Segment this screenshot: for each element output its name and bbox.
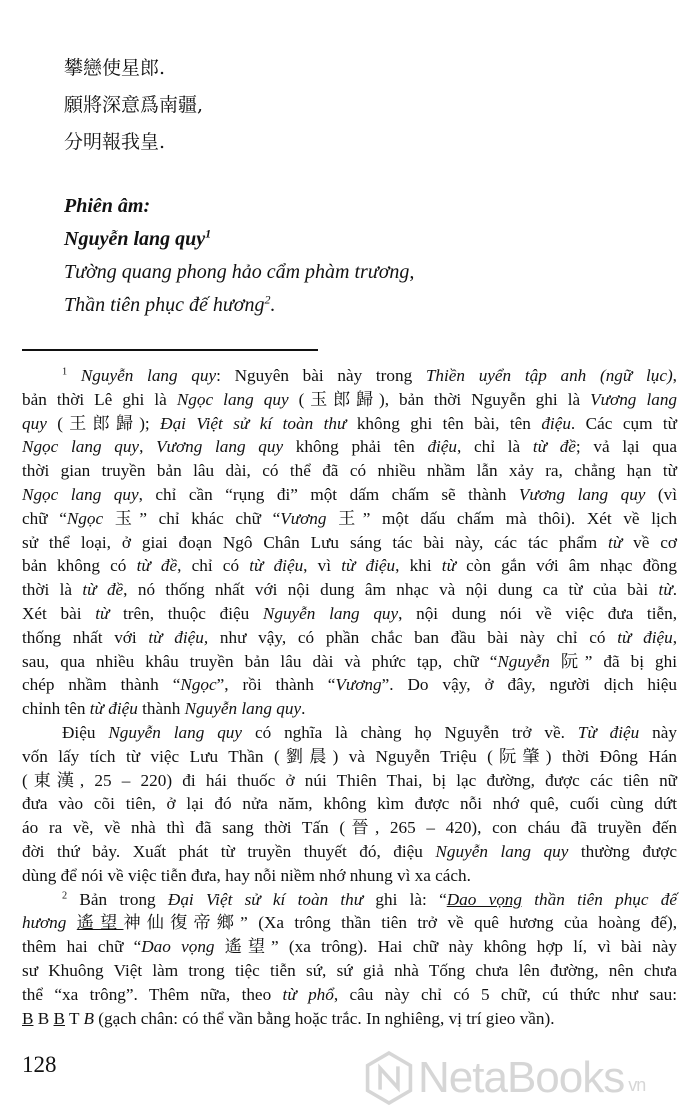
text-segment: Nguyễn lang quy — [108, 722, 243, 742]
watermark — [364, 1046, 645, 1110]
text-segment: , — [672, 627, 678, 647]
footnote-line — [22, 531, 677, 555]
text-segment: , nội dung nói về việc đưa tiễn, — [398, 603, 677, 623]
text-segment: hương — [22, 913, 67, 933]
text-segment: ghi là: “ — [363, 889, 447, 909]
text-segment: đời thứ bảy. Xuất phát từ truyền thuyết đó, điệu — [22, 841, 436, 861]
footnote-line — [22, 769, 677, 793]
text-segment: T — [65, 1008, 84, 1028]
text-segment: sử thể loại, ở giai đoạn Ngô Chân Lưu sáng tác bài này, các tác phẩm — [22, 532, 609, 552]
text-segment — [66, 913, 76, 932]
text-segment: vốn lấy tích từ việc Lưu Thần (劉晨) và Nguyễn Triệu (阮肇) thời Đông Hán — [22, 746, 677, 766]
text-segment: B — [83, 1008, 94, 1028]
footnote-line — [22, 435, 677, 459]
text-segment: : Nguyên bài này trong — [216, 366, 426, 385]
text-segment: từ đề — [82, 580, 124, 600]
footnote-line — [22, 364, 677, 388]
footnote-line — [22, 602, 677, 626]
text-segment: điệu — [427, 437, 458, 457]
text-segment: , câu này chỉ có 5 chữ, cú thức như sau: — [333, 984, 677, 1004]
transliteration — [64, 190, 414, 322]
text-segment: Điệu — [62, 722, 109, 742]
text-segment: Nguyễn lang quy — [67, 366, 217, 385]
text-segment: Đại Việt sử kí toàn thư — [160, 413, 347, 433]
footnote-line — [22, 911, 677, 935]
text-segment: Ngọc — [180, 675, 217, 695]
text-segment: , vì — [303, 556, 342, 576]
text-segment: từ điệu — [89, 699, 138, 719]
text-segment: Nguyễn — [497, 651, 550, 671]
text-segment: (gạch chân: có thể vần bằng hoặc trắc. In nghiêng, vị trí gieo vần). — [93, 1008, 555, 1028]
footnote-line — [22, 673, 677, 697]
text-segment: , khi — [395, 556, 442, 576]
netabooks-hexagon-logo-icon — [364, 1050, 414, 1106]
text-segment: Ngọc lang quy — [22, 484, 139, 504]
text-segment: quy — [22, 413, 47, 433]
footnote-ref: 2 — [264, 292, 271, 307]
text-segment: . Các cụm từ — [570, 413, 677, 433]
text-segment: Ngọc — [66, 508, 104, 528]
text-segment: , — [139, 437, 157, 457]
footnote-line — [22, 1007, 677, 1031]
footnote-line — [22, 388, 677, 412]
footnote-divider — [22, 349, 318, 351]
text-segment: , chỉ là — [457, 437, 533, 457]
footnote-line — [22, 650, 677, 674]
text-segment: từ điệu, — [148, 627, 209, 647]
text-segment: B — [53, 1008, 65, 1028]
footnote-line — [22, 840, 677, 864]
text-segment: ”, rồi thành “ — [216, 675, 336, 695]
text-segment: Vương lang — [590, 389, 678, 409]
page-number: 128 — [22, 1052, 57, 1077]
text-segment: thống nhất với — [22, 627, 149, 647]
text-segment: bản thời Lê ghi là — [22, 389, 177, 409]
text-segment: Thiền uyển tập anh (ngữ lục) — [425, 366, 673, 385]
text-segment: Vương lang quy — [156, 437, 284, 457]
verse-line: 分明報我皇. — [64, 131, 166, 153]
footnote-ref: 1 — [205, 226, 212, 241]
footnote-line — [22, 697, 677, 721]
text-segment: Dao vọng — [446, 889, 522, 909]
text-segment: chữ “ — [22, 508, 67, 528]
section-heading: Phiên âm: — [64, 195, 151, 217]
text-segment: chép nhầm thành “ — [22, 675, 181, 695]
text-segment: đưa vào cõi tiên, ở lại đó nửa năm, không kìm được nỗi nhớ quê, cuối cùng dứt — [22, 794, 677, 814]
text-segment: thành — [137, 699, 185, 719]
footnote-line — [22, 864, 677, 888]
text-segment: , nó thống nhất với nội dung âm nhạc và nội dung ca từ của bài — [123, 580, 659, 600]
text-segment: thêm hai chữ “ — [22, 937, 142, 957]
text-segment: , chỉ cần “rụng đi” một dấm chấm sẽ thành — [138, 484, 519, 504]
text-segment: từ điệu — [617, 627, 673, 647]
text-segment: dùng để nói về việc tiễn đưa, hay nỗi niềm nhớ nhung vì xa cách. — [22, 865, 471, 885]
text-segment: trên, thuộc điệu — [109, 603, 263, 623]
poem-line-end: . — [270, 294, 276, 316]
text-segment: điệu — [541, 413, 571, 433]
text-segment: thời là — [22, 580, 83, 600]
text-segment: từ phổ — [282, 984, 334, 1004]
verse-line: 攀戀使星郎. — [64, 57, 166, 79]
footnote-line — [22, 459, 677, 483]
text-segment: , — [672, 366, 677, 385]
text-segment: thể “xa trông”. Thêm nữa, theo — [22, 984, 283, 1004]
poem-title — [64, 223, 414, 256]
chinese-verse — [64, 50, 203, 161]
text-segment: thường được — [568, 841, 677, 861]
footnote-2 — [22, 888, 677, 1031]
watermark-suffix: vn — [628, 1075, 646, 1095]
footnotes — [22, 364, 677, 1030]
text-segment: không phải tên — [283, 437, 428, 457]
text-segment: ; vả lại qua — [575, 437, 678, 457]
footnote-marker: 2 — [62, 889, 68, 901]
text-segment: từ điệu — [341, 556, 396, 576]
footnote-line — [22, 935, 677, 959]
poem-title-text: Nguyễn lang quy — [64, 228, 206, 250]
text-segment: từ — [608, 532, 623, 552]
text-segment: ”. Do vậy, ở đây, người dịch hiệu — [381, 675, 677, 695]
poem-line: Tường quang phong hảo cẩm phàm trương, — [64, 261, 415, 283]
text-segment: bản không có — [22, 556, 137, 576]
text-segment: từ — [95, 603, 110, 623]
text-segment: Bản trong — [67, 889, 168, 909]
footnote-line — [22, 816, 677, 840]
text-segment: Ngọc lang quy — [22, 437, 140, 457]
footnote-line — [22, 578, 677, 602]
text-segment: Vương — [280, 508, 327, 528]
watermark-brand: NetaBooks — [418, 1053, 625, 1102]
footnote-line — [22, 888, 677, 912]
footnote-line — [22, 983, 677, 1007]
footnote-line — [22, 626, 677, 650]
footnote-line — [22, 507, 677, 531]
text-segment: (玉郎歸), bản thời Nguyễn ghi là — [288, 389, 591, 409]
footnote-1 — [22, 364, 677, 888]
poem-line-text: Thần tiên phục đế hương — [64, 294, 265, 316]
footnote-marker: 1 — [62, 366, 68, 378]
text-segment: B — [33, 1008, 54, 1028]
text-segment: Ngọc lang quy — [176, 389, 289, 409]
text-segment: sư Khuông Việt làm trong tiệc tiễn sứ, sứ giả nhà Tống chưa lên đường, nên chưa — [22, 960, 677, 980]
text-segment: Dao vọng — [141, 937, 215, 957]
footnote-line — [22, 721, 677, 745]
text-segment: từ đề — [136, 556, 178, 576]
text-segment: Nguyễn lang quy — [262, 603, 399, 623]
text-segment: 阮” đã bị ghi — [549, 651, 678, 671]
text-segment: 玉” chỉ khác chữ “ — [103, 508, 281, 528]
footnote-line — [22, 412, 677, 436]
poem-line — [64, 289, 414, 322]
text-segment: có nghĩa là chàng họ Nguyễn trở về. — [242, 722, 578, 742]
text-segment: 王” một dấu chấm mà thôi). Xét về lịch — [326, 508, 677, 528]
verse-line: 願將深意爲南疆, — [64, 94, 204, 116]
text-segment: . — [672, 580, 677, 600]
text-segment: còn gắn với âm nhạc đồng — [455, 556, 677, 576]
text-segment: từ — [658, 580, 673, 600]
text-segment: như vậy, có phần chắc ban đầu bài này chỉ có — [208, 627, 618, 647]
text-segment: sau, qua nhiều khâu truyền bản lâu dài và phức tạp, chữ “ — [22, 651, 498, 671]
text-segment: chỉnh tên — [22, 699, 90, 719]
text-segment: , chỉ có — [177, 556, 250, 576]
text-segment: Đại Việt sử kí toàn thư — [167, 889, 364, 909]
text-segment: . — [301, 699, 306, 719]
footnote-line — [22, 792, 677, 816]
text-segment: 遙望” (xa trông). Hai chữ này không hợp lí, vì bài này — [214, 937, 678, 957]
text-segment: Nguyễn lang quy — [184, 699, 302, 719]
footnote-line — [22, 745, 677, 769]
text-segment: Xét bài — [22, 603, 96, 623]
text-segment: thời gian truyền bản lâu dài, có thể đã có nhiều nhầm lẫn xảy ra, chẳng hạn từ — [22, 461, 677, 481]
text-segment: từ — [441, 556, 456, 576]
text-segment: Nguyễn lang quy — [435, 841, 569, 861]
text-segment: B — [22, 1008, 34, 1028]
text-segment: Từ điệu — [577, 722, 640, 742]
text-segment: này — [639, 722, 677, 742]
text-segment: Vương lang quy — [518, 484, 646, 504]
text-segment: 神仙復帝鄉” (Xa trông thần tiên trở về quê hương của hoàng đế), — [123, 913, 677, 933]
text-segment: (vì — [645, 484, 678, 504]
text-segment: 遙望 — [76, 913, 124, 933]
text-segment: từ đề — [532, 437, 576, 457]
footnote-line — [22, 959, 677, 983]
text-segment: thần tiên phục đế — [522, 889, 678, 909]
text-segment: (王郎歸); — [46, 413, 161, 433]
footnote-line — [22, 554, 677, 578]
text-segment: Vương — [335, 675, 382, 695]
text-segment: không ghi tên bài, tên — [346, 413, 542, 433]
text-segment: áo ra về, về nhà thì đã sang thời Tấn (晉, 265 – 420), con cháu đã truyền đến — [22, 818, 677, 838]
text-segment: từ điệu — [249, 556, 304, 576]
footnote-line — [22, 483, 677, 507]
text-segment: (東漢, 25 – 220) đi hái thuốc ở núi Thiên Thai, bị lạc đường, được các tiên nữ — [22, 770, 677, 790]
text-segment: về cơ — [622, 532, 677, 552]
